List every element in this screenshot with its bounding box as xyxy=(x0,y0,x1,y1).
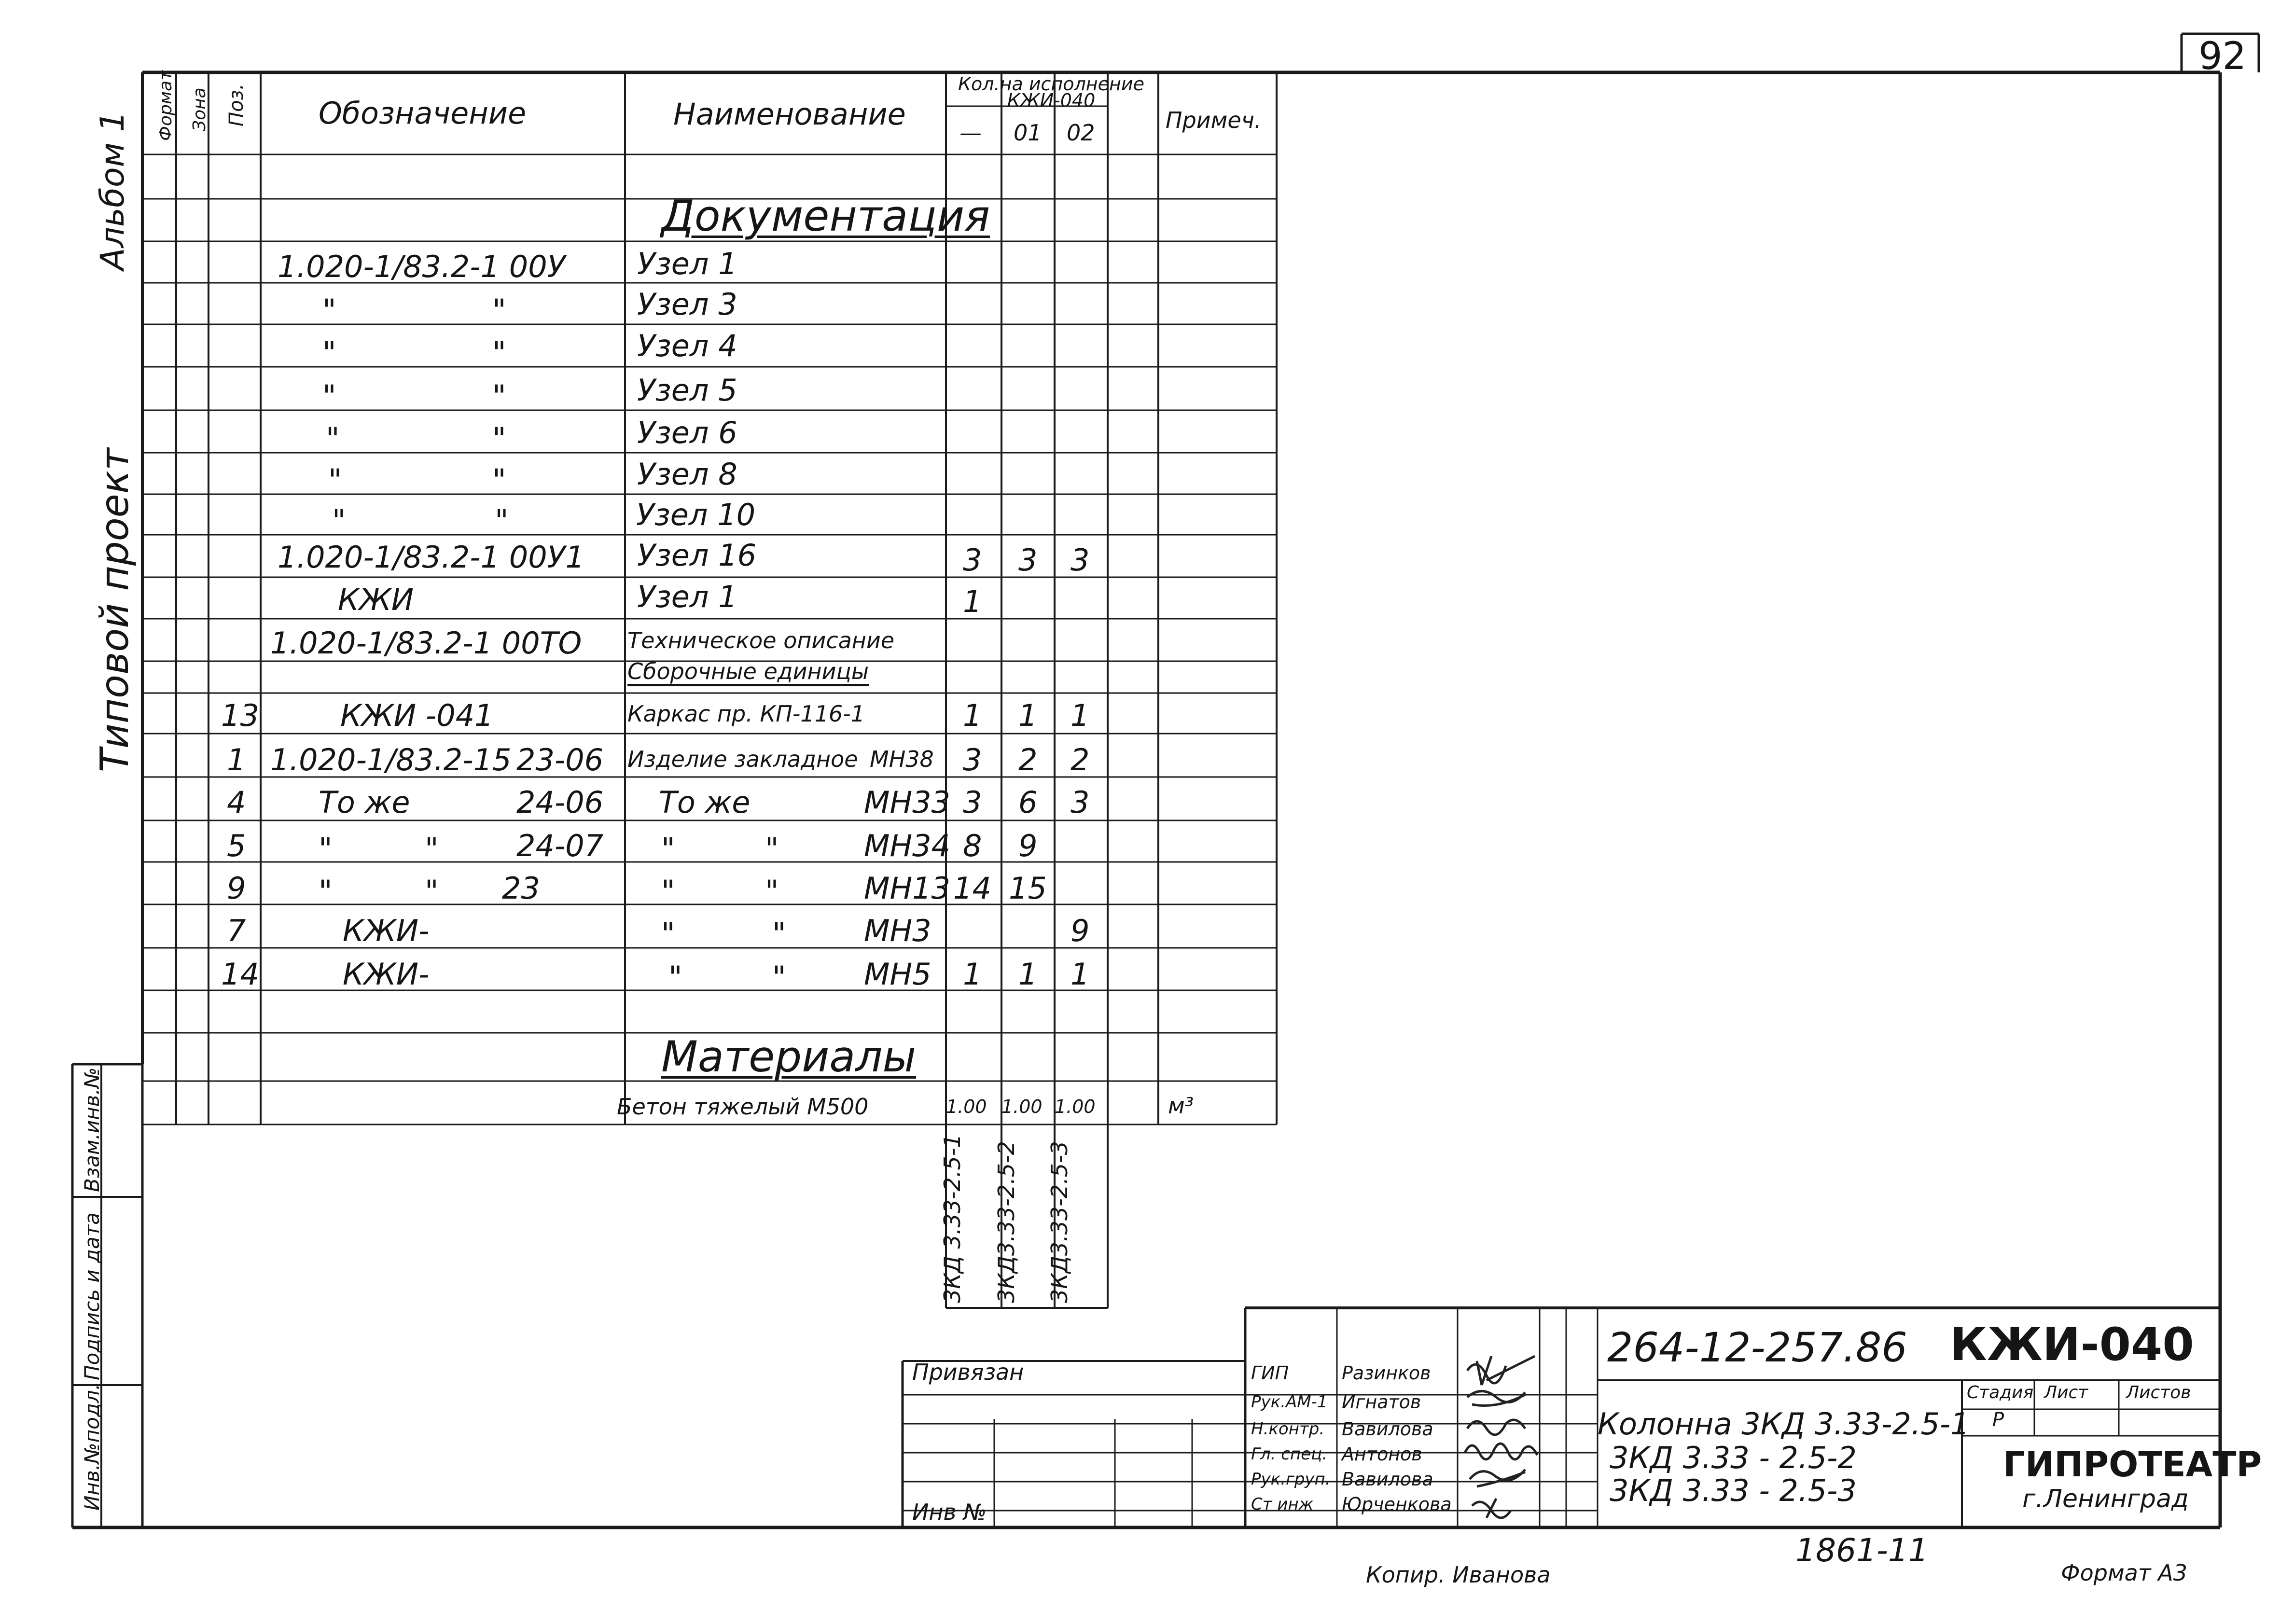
person-gip: Разинков xyxy=(1342,1362,1431,1384)
row-16-name-ditto: " xyxy=(772,916,786,951)
row-15-designation-ditto: " xyxy=(425,874,439,909)
row-13-designation: То же xyxy=(319,785,410,820)
side-label-signature-date: Подпись и дата xyxy=(80,1212,104,1380)
header-zone: Зона xyxy=(190,87,209,131)
variant-3-mark: 3КД3.33-2.5-3 xyxy=(1046,1141,1072,1303)
stage-header-sheets: Листов xyxy=(2126,1383,2191,1402)
row-14-pos: 5 xyxy=(227,828,246,863)
product-line-3: 3КД 3.33 - 2.5-3 xyxy=(1610,1473,1857,1508)
row-8-designation: 1.020-1/83.2-1 00У1 xyxy=(278,540,584,575)
person-senior-engineer: Юрченкова xyxy=(1342,1494,1452,1515)
row-8-qty-2: 3 xyxy=(1070,542,1090,578)
document-mark: КЖИ-040 xyxy=(1950,1319,2194,1371)
row-15-name-ditto: " xyxy=(765,874,779,909)
organization-city: г.Ленинград xyxy=(2022,1485,2189,1513)
row-15-qty-1: 15 xyxy=(1009,871,1047,906)
row-13-name: То же xyxy=(659,785,751,820)
project-type-label: Типовой проект xyxy=(92,448,137,772)
row-17-name-ditto: " xyxy=(772,959,786,995)
row-7-designation-ditto: " xyxy=(495,503,509,538)
section-heading-documentation: Документация xyxy=(661,191,990,241)
row-17-qty-1: 1 xyxy=(1018,957,1038,992)
row-1-name: Узел 1 xyxy=(637,246,737,281)
row-6-designation-ditto: " xyxy=(328,462,342,498)
row-14-designation-suffix: 24-07 xyxy=(516,828,604,863)
paper-format: Формат А3 xyxy=(2061,1560,2187,1586)
row-4-designation-ditto: " xyxy=(322,378,336,414)
stage-header-stage: Стадия xyxy=(1967,1383,2034,1402)
role-norm-control: Н.контр. xyxy=(1251,1419,1325,1439)
row-17-qty-0: 1 xyxy=(963,957,982,992)
row-3-designation-ditto: " xyxy=(322,335,336,370)
album-label: Альбом 1 xyxy=(94,111,132,270)
row-14-name-mark: МН34 xyxy=(864,828,951,863)
row-14-name-ditto: " xyxy=(765,831,779,866)
row-16-name-ditto: " xyxy=(661,916,675,951)
row-12-qty-0: 3 xyxy=(963,742,982,777)
person-norm-control: Вавилова xyxy=(1342,1418,1433,1440)
role-group-head: Рук.груп. xyxy=(1251,1470,1331,1489)
row-7-name: Узел 10 xyxy=(636,497,756,532)
row-13-qty-1: 6 xyxy=(1018,785,1038,820)
row-14-qty-0: 8 xyxy=(963,828,982,863)
bound-label: Привязан xyxy=(912,1359,1024,1385)
role-senior-engineer: Ст инж xyxy=(1251,1495,1314,1514)
header-qty-col-2: 02 xyxy=(1067,120,1095,146)
row-10-name: Техническое описание xyxy=(627,627,895,653)
row-20-qty-0: 1.00 xyxy=(946,1096,987,1117)
header-format: Формат xyxy=(156,70,176,141)
row-4-designation-ditto: " xyxy=(492,378,506,414)
role-head-am: Рук.АМ-1 xyxy=(1251,1392,1328,1412)
footer-number: 1861-11 xyxy=(1795,1532,1929,1569)
row-16-qty-2: 9 xyxy=(1070,913,1090,948)
variant-1-mark: 3КД 3.33-2.5-1 xyxy=(939,1134,965,1303)
header-designation: Обозначение xyxy=(319,96,527,131)
copied-by: Копир. Иванова xyxy=(1366,1562,1551,1588)
section-heading-assemblies: Сборочные единицы xyxy=(627,658,869,684)
row-13-qty-0: 3 xyxy=(963,785,982,820)
row-17-qty-2: 1 xyxy=(1070,957,1090,992)
row-14-designation-ditto: " xyxy=(425,831,439,866)
row-11-qty-0: 1 xyxy=(963,698,982,733)
row-14-name-ditto: " xyxy=(661,831,675,866)
side-label-replaced-inv: Взам.инв.№ xyxy=(80,1067,104,1192)
section-heading-materials: Материалы xyxy=(661,1032,916,1082)
header-note: Примеч. xyxy=(1166,107,1262,133)
row-12-pos: 1 xyxy=(227,742,246,777)
row-3-designation-ditto: " xyxy=(492,335,506,370)
row-15-qty-0: 14 xyxy=(953,871,991,906)
person-group-head: Вавилова xyxy=(1342,1469,1433,1490)
row-4-name: Узел 5 xyxy=(637,373,737,408)
row-20-qty-1: 1.00 xyxy=(1001,1096,1043,1117)
role-gip: ГИП xyxy=(1251,1362,1289,1384)
row-12-qty-2: 2 xyxy=(1070,742,1090,777)
row-12-qty-1: 2 xyxy=(1018,742,1038,777)
product-line-1: Колонна 3КД 3.33-2.5-1 xyxy=(1598,1406,1970,1442)
sheet-number: 92 xyxy=(2198,35,2247,78)
row-13-pos: 4 xyxy=(227,785,246,820)
row-20-name: Бетон тяжелый М500 xyxy=(617,1094,869,1120)
side-label-inv-orig: Инв.№подл. xyxy=(80,1383,104,1511)
row-12-name-mark: МН38 xyxy=(870,746,934,772)
row-17-designation: КЖИ- xyxy=(343,957,430,992)
header-qty-col-0: — xyxy=(959,120,982,146)
variant-2-mark: 3КД3.33-2.5-2 xyxy=(993,1141,1019,1303)
row-14-designation-ditto: " xyxy=(319,831,333,866)
row-9-qty-0: 1 xyxy=(963,584,982,619)
row-16-name-mark: МН3 xyxy=(864,913,931,948)
stage-header-sheet: Лист xyxy=(2044,1383,2088,1402)
row-15-name-mark: МН13 xyxy=(864,871,951,906)
row-15-pos: 9 xyxy=(227,871,246,906)
row-13-qty-2: 3 xyxy=(1070,785,1090,820)
row-5-designation-ditto: " xyxy=(492,421,506,456)
row-15-designation-ditto: " xyxy=(319,874,333,909)
product-line-2: 3КД 3.33 - 2.5-2 xyxy=(1610,1440,1857,1475)
row-13-designation-suffix: 24-06 xyxy=(516,785,604,820)
row-16-pos: 7 xyxy=(227,913,246,948)
row-17-name-mark: МН5 xyxy=(864,957,931,992)
row-12-designation: 1.020-1/83.2-15 xyxy=(270,742,512,777)
row-11-qty-1: 1 xyxy=(1018,698,1038,733)
row-14-qty-1: 9 xyxy=(1018,828,1038,863)
row-1-designation: 1.020-1/83.2-1 00У xyxy=(278,249,566,284)
row-11-qty-2: 1 xyxy=(1070,698,1090,733)
row-11-designation: КЖИ -041 xyxy=(340,698,494,733)
row-15-name-ditto: " xyxy=(661,874,675,909)
row-10-designation: 1.020-1/83.2-1 00ТО xyxy=(270,625,582,661)
header-pos: Поз. xyxy=(225,83,248,126)
header-name: Наименование xyxy=(673,97,906,132)
row-6-name: Узел 8 xyxy=(637,457,737,492)
header-qty-col-1: 01 xyxy=(1014,120,1042,146)
row-20-qty-2: 1.00 xyxy=(1055,1096,1096,1117)
row-6-designation-ditto: " xyxy=(492,462,506,498)
row-15-designation-suffix: 23 xyxy=(502,871,540,906)
row-12-designation-suffix: 23-06 xyxy=(516,742,604,777)
row-11-pos: 13 xyxy=(221,698,259,733)
row-2-name: Узел 3 xyxy=(637,287,737,322)
role-chief-spec: Гл. спец. xyxy=(1251,1444,1328,1464)
row-17-name-ditto: " xyxy=(668,959,682,995)
row-9-designation: КЖИ xyxy=(338,582,414,617)
row-2-designation-ditto: " xyxy=(322,292,336,328)
row-17-pos: 14 xyxy=(221,957,259,992)
row-9-name: Узел 1 xyxy=(637,579,737,614)
row-5-designation-ditto: " xyxy=(326,421,340,456)
row-5-name: Узел 6 xyxy=(637,415,737,450)
stage-value: Р xyxy=(1992,1409,2004,1431)
row-12-name: Изделие закладное xyxy=(627,746,858,772)
row-16-designation: КЖИ- xyxy=(343,913,430,948)
person-chief-spec: Антонов xyxy=(1342,1444,1422,1465)
row-2-designation-ditto: " xyxy=(492,292,506,328)
organization-name: ГИПРОТЕАТР xyxy=(2003,1444,2262,1485)
person-head-am: Игнатов xyxy=(1342,1391,1421,1413)
inventory-label: Инв № xyxy=(912,1499,987,1525)
row-13-name-mark: МН33 xyxy=(864,785,951,820)
row-8-name: Узел 16 xyxy=(637,538,757,573)
signature-marks xyxy=(1458,1351,1549,1525)
row-8-qty-1: 3 xyxy=(1018,542,1038,578)
row-7-designation-ditto: " xyxy=(332,503,346,538)
row-3-name: Узел 4 xyxy=(637,328,737,363)
row-20-note: м³ xyxy=(1168,1093,1194,1119)
document-code: 264-12-257.86 xyxy=(1607,1324,1907,1371)
row-8-qty-0: 3 xyxy=(963,542,982,578)
header-qty-group: Кол.на исполнение КЖИ-040 xyxy=(958,73,1144,111)
row-11-name: Каркас пр. КП-116-1 xyxy=(627,701,865,727)
